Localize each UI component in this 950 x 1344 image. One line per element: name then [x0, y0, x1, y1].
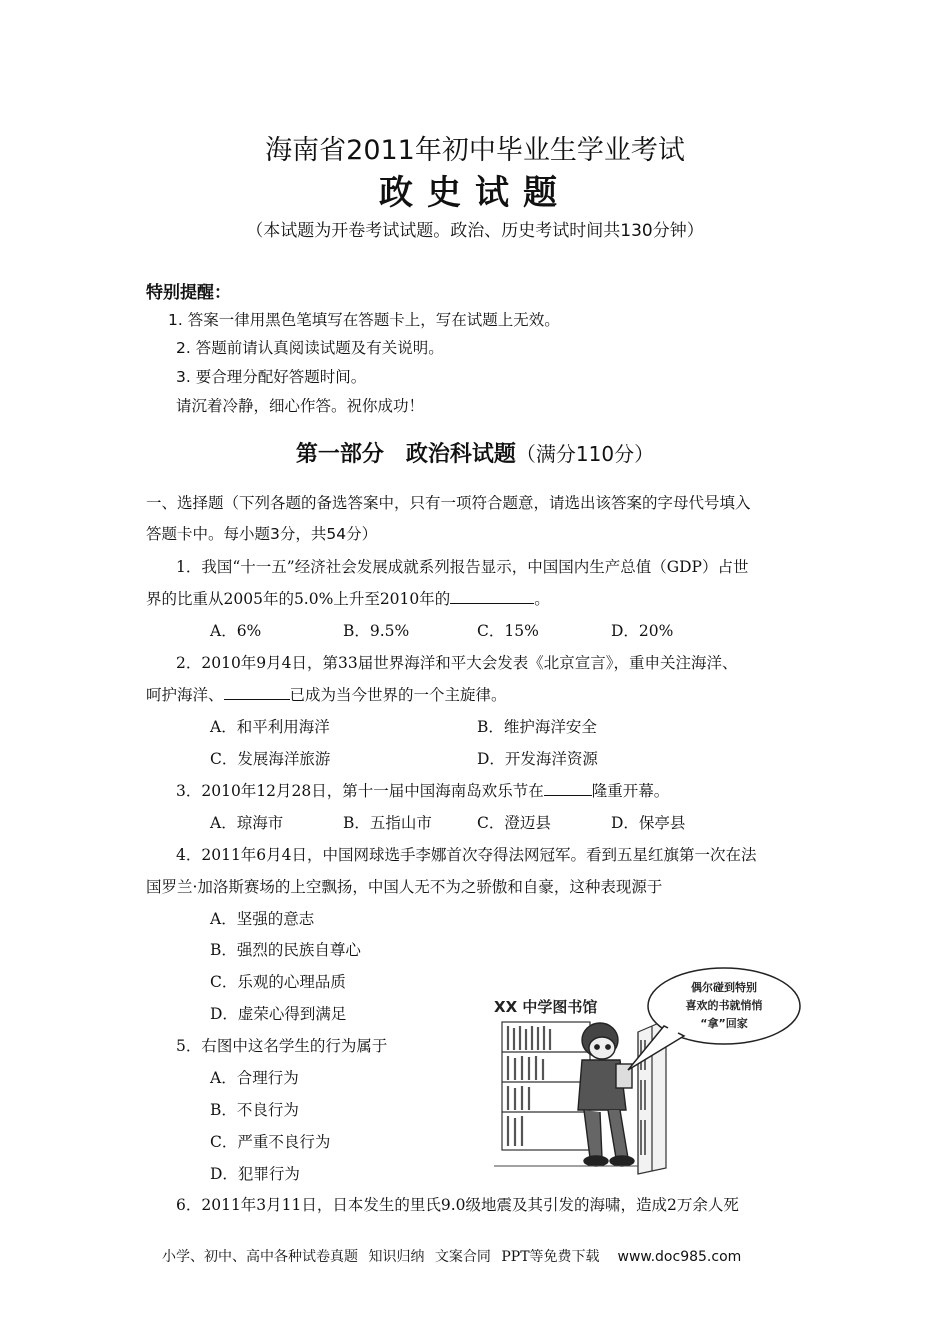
- q4-option-b: B．强烈的民族自尊心: [210, 941, 361, 959]
- exam-subject-title: 政史试题: [379, 173, 571, 213]
- reminder-closing: 请沉着冷静，细心作答。祝你成功！: [176, 397, 425, 415]
- q1-option-a: A．6%: [210, 622, 262, 640]
- q5-option-a: A．合理行为: [210, 1069, 299, 1087]
- q1-line2: [146, 587, 550, 609]
- reminder-item-3: 3. 要合理分配好答题时间。: [176, 368, 367, 386]
- q4-option-a: A．坚强的意志: [210, 910, 315, 928]
- q3-line1: [176, 779, 669, 801]
- q5-line1: 5．右图中这名学生的行为属于: [176, 1037, 388, 1055]
- bubble-line-1: 偶尔碰到特别: [691, 981, 757, 994]
- q2-option-c: C．发展海洋旅游: [210, 750, 331, 768]
- q1-blank: [450, 589, 534, 604]
- part1-title-text: 第一部分 政治科试题: [295, 442, 516, 467]
- part1-score: （满分110分）: [515, 442, 655, 466]
- q1-line1: 1．我国“十一五”经济社会发展成就系列报告显示，中国国内生产总值（GDP）占世: [176, 558, 749, 576]
- cartoon-library-sign: XX 中学图书馆: [494, 998, 598, 1016]
- library-cartoon-illustration: [488, 960, 810, 1178]
- left-bookshelf: [502, 1022, 590, 1150]
- q4-line1: 4．2011年6月4日，中国网球选手李娜首次夺得法网冠军。看到五星红旗第一次在法: [176, 846, 757, 864]
- q1-option-b: B．9.5%: [343, 622, 410, 640]
- q1-line2-text: 界的比重从2005年的5.0%上升至2010年的: [146, 590, 451, 608]
- q3-option-b: B．五指山市: [343, 814, 432, 832]
- q2-blank: [224, 685, 290, 700]
- q2-line2-end: 已成为当今世界的一个主旋律。: [289, 686, 507, 704]
- student-figure: [578, 1023, 634, 1166]
- q2-line1: 2．2010年9月4日，第33届世界海洋和平大会发表《北京宣言》，重申关注海洋、: [176, 654, 738, 672]
- exam-title: 海南省2011年初中毕业生学业考试: [265, 135, 685, 166]
- speech-bubble: [628, 968, 800, 1070]
- footer-url[interactable]: www.doc985.com: [617, 1249, 742, 1265]
- q3-line1-start: 3．2010年12月28日，第十一届中国海南岛欢乐节在: [176, 782, 544, 800]
- q2-option-a: A．和平利用海洋: [210, 718, 330, 736]
- part1-title: [0, 437, 950, 468]
- q4-option-c: C．乐观的心理品质: [210, 973, 346, 991]
- q4-option-d: D．虚荣心得到满足: [210, 1005, 347, 1023]
- bubble-line-3: “拿”回家: [700, 1017, 748, 1030]
- q5-option-b: B．不良行为: [210, 1101, 299, 1119]
- bubble-line-2: 喜欢的书就悄悄: [685, 999, 763, 1012]
- section1-instructions-line1: 一、选择题（下列各题的备选答案中，只有一项符合题意，请选出该答案的字母代号填入: [146, 494, 751, 512]
- q6-line1: 6．2011年3月11日，日本发生的里氏9.0级地震及其引发的海啸，造成2万余人死: [176, 1196, 739, 1214]
- q1-option-c: C．15%: [477, 622, 539, 640]
- footer-text: 小学、初中、高中各种试卷真题 知识归纳 文案合同 PPT等免费下载: [162, 1249, 600, 1265]
- reminder-heading: 特别提醒：: [146, 283, 231, 303]
- q4-line2: 国罗兰·加洛斯赛场的上空飘扬，中国人无不为之骄傲和自豪，这种表现源于: [146, 878, 663, 896]
- q2-option-b: B．维护海洋安全: [477, 718, 597, 736]
- reminder-item-1: 1. 答案一律用黑色笔填写在答题卡上，写在试题上无效。: [168, 311, 560, 329]
- q1-option-d: D．20%: [611, 622, 674, 640]
- footer: [162, 1246, 741, 1266]
- q5-option-c: C．严重不良行为: [210, 1133, 331, 1151]
- q3-option-d: D．保亭县: [611, 814, 686, 832]
- reminder-item-2: 2. 答题前请认真阅读试题及有关说明。: [176, 339, 444, 357]
- q1-line2-end: 。: [534, 590, 550, 608]
- section1-instructions-line2: 答题卡中。每小题3分，共54分）: [146, 525, 378, 543]
- q2-line2: [146, 683, 507, 705]
- q2-line2-start: 呵护海洋、: [146, 686, 224, 704]
- q3-option-c: C．澄迈县: [477, 814, 551, 832]
- q5-option-d: D．犯罪行为: [210, 1165, 300, 1183]
- q3-option-a: A．琼海市: [210, 814, 284, 832]
- exam-note: （本试题为开卷考试试题。政治、历史考试时间共130分钟）: [246, 221, 704, 241]
- q2-option-d: D．开发海洋资源: [477, 750, 598, 768]
- q3-line1-end: 隆重开幕。: [591, 782, 670, 800]
- q3-blank: [544, 781, 592, 796]
